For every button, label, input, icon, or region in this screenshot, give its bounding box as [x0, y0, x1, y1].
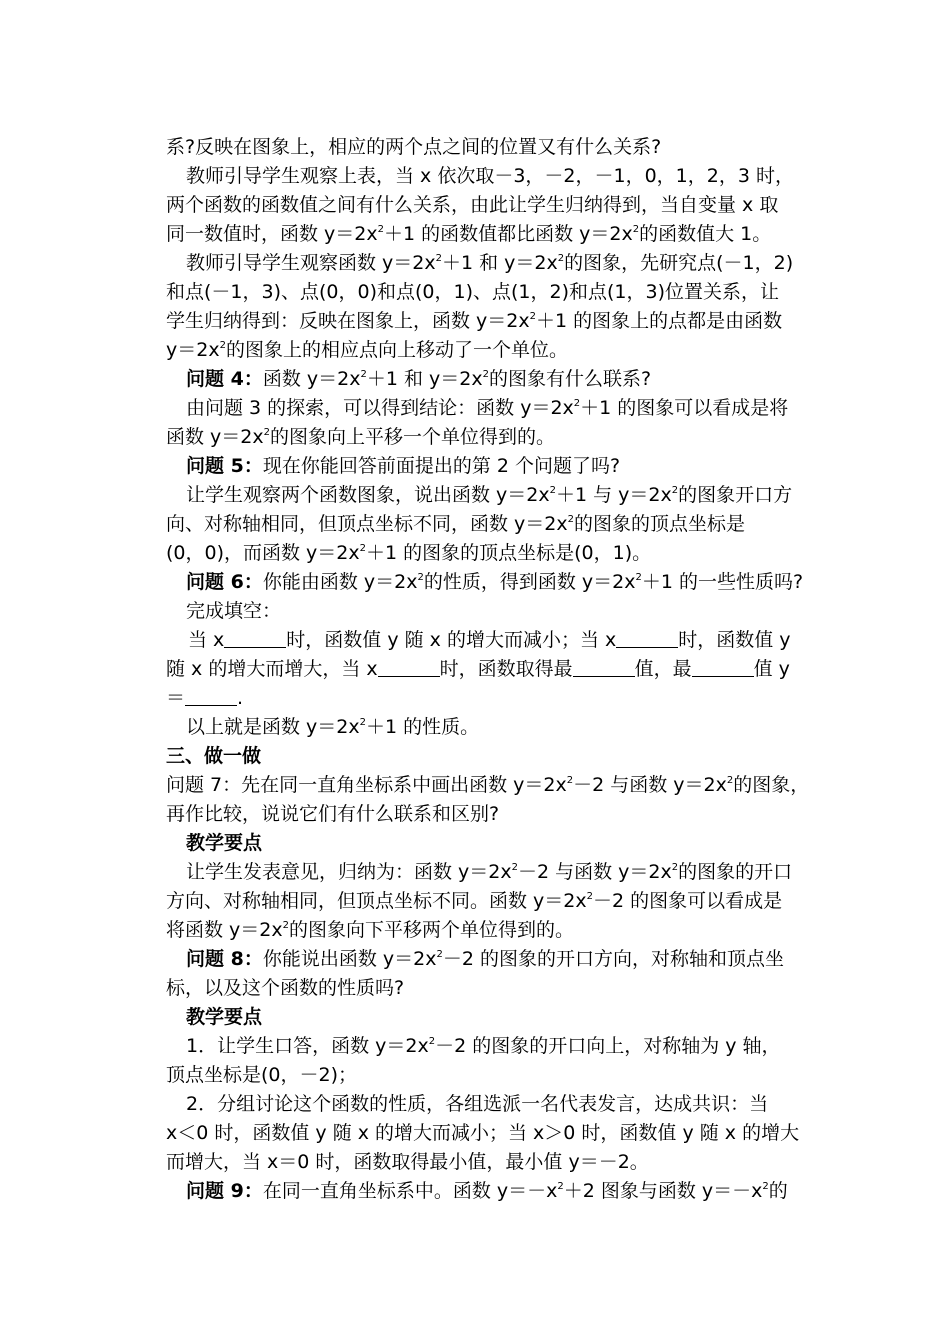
text-line: 顶点坐标是(0，－2)； [166, 1064, 358, 1086]
text-line: 方向、对称轴相同，但顶点坐标不同。函数 $y=2x^2-2$ 的图象可以看成是 [166, 890, 783, 912]
fill-blank[interactable] [616, 631, 678, 648]
text-line: 由问题 3 的探索，可以得到结论：函数 $y=2x^2+1$ 的图象可以看成是将 [186, 397, 789, 419]
fill-blank[interactable] [378, 660, 440, 677]
text-line: 1．让学生口答，函数 $y=2x^2-2$ 的图象的开口向上，对称轴为 y 轴， [186, 1035, 781, 1057]
text-line: 标，以及这个函数的性质吗? [166, 977, 405, 999]
subheading: 教学要点 [186, 832, 263, 854]
text-line: 让学生发表意见，归纳为：函数 $y=2x^2-2$ 与函数 $y=2x^2$的图象的开口 [186, 861, 793, 883]
fill-blank[interactable] [573, 660, 635, 677]
text-line: 让学生观察两个函数图象，说出函数 $y=2x^2+1$ 与 $y=2x^2$的图象开口方 [186, 484, 793, 506]
text-line: 以上就是函数 $y=2x^2+1$ 的性质。 [186, 716, 480, 738]
question-heading: 问题 4：函数 $y=2x^2+1$ 和 $y=2x^2$的图象有什么联系? [186, 368, 652, 390]
text-line: 同一数值时，函数 $y=2x^2+1$ 的函数值都比函数 $y=2x^2$的函数值大 1。 [166, 223, 772, 245]
text-line: 学生归纳得到：反映在图象上，函数 $y=2x^2+1$ 的图象上的点都是由函数 [166, 310, 783, 332]
text-line: 再作比较，说说它们有什么联系和区别? [166, 803, 500, 825]
question-heading: 问题 5：现在你能回答前面提出的第 2 个问题了吗? [186, 455, 621, 477]
text-line: x＜0 时，函数值 y 随 x 的增大而减小；当 x＞0 时，函数值 y 随 x 的增大 [166, 1122, 800, 1144]
question-heading: 问题 6：你能由函数 $y=2x^2$的性质，得到函数 $y=2x^2+1$ 的一些性质吗? [186, 571, 804, 593]
text-line: 问题 7：先在同一直角坐标系中画出函数 $y=2x^2-2$ 与函数 $y=2x^2$的图象， [166, 774, 810, 796]
question-heading: 问题 8：你能说出函数 $y=2x^2-2$ 的图象的开口方向，对称轴和顶点坐 [186, 948, 784, 970]
question-heading: 问题 9：在同一直角坐标系中。函数 $y=-x^2+2$ 图象与函数 $y=-x^2$的 [186, 1180, 788, 1202]
text-line: (0，0)，而函数 $y=2x^2+1$ 的图象的顶点坐标是(0，1)。 [166, 542, 652, 564]
text-line: 两个函数的函数值之间有什么关系，由此让学生归纳得到，当自变量 x 取 [166, 194, 779, 216]
subheading: 教学要点 [186, 1006, 263, 1028]
text-line: 将函数 $y=2x^2$的图象向下平移两个单位得到的。 [166, 919, 575, 941]
fill-in-line: 当 x 时，函数值 y 随 x 的增大而减小；当 x 时，函数值 y [188, 629, 791, 651]
text-line: 和点(－1，3)、点(0，0)和点(0，1)、点(1，2)和点(1，3)位置关系，让 [166, 281, 780, 303]
text-line: 2．分组讨论这个函数的性质，各组选派一名代表发言，达成共识：当 [186, 1093, 769, 1115]
text-line: 而增大，当 x＝0 时，函数取得最小值，最小值 y＝－2。 [166, 1151, 649, 1173]
text-line: 完成填空： [186, 600, 282, 622]
text-line: 向、对称轴相同，但顶点坐标不同，函数 $y=2x^2$的图象的顶点坐标是 [166, 513, 746, 535]
section-heading: 三、做一做 [166, 745, 262, 767]
fill-in-line: ＝ . [166, 687, 244, 709]
text-line: $y=2x^2$的图象上的相应点向上移动了一个单位。 [166, 339, 568, 361]
text-line: 教师引导学生观察函数 $y=2x^2+1$ 和 $y=2x^2$的图象，先研究点(－1，2) [186, 252, 794, 274]
text-line: 系?反映在图象上，相应的两个点之间的位置又有什么关系? [166, 136, 662, 158]
text-line: 教师引导学生观察上表，当 x 依次取－3，－2，－1，0，1，2，3 时， [186, 165, 794, 187]
fill-in-line: 随 x 的增大而增大，当 x 时，函数取得最 值，最 值 y [166, 658, 790, 680]
fill-blank[interactable] [692, 660, 754, 677]
fill-blank[interactable] [185, 689, 237, 706]
text-line: 函数 $y=2x^2$的图象向上平移一个单位得到的。 [166, 426, 556, 448]
fill-blank[interactable] [224, 631, 286, 648]
